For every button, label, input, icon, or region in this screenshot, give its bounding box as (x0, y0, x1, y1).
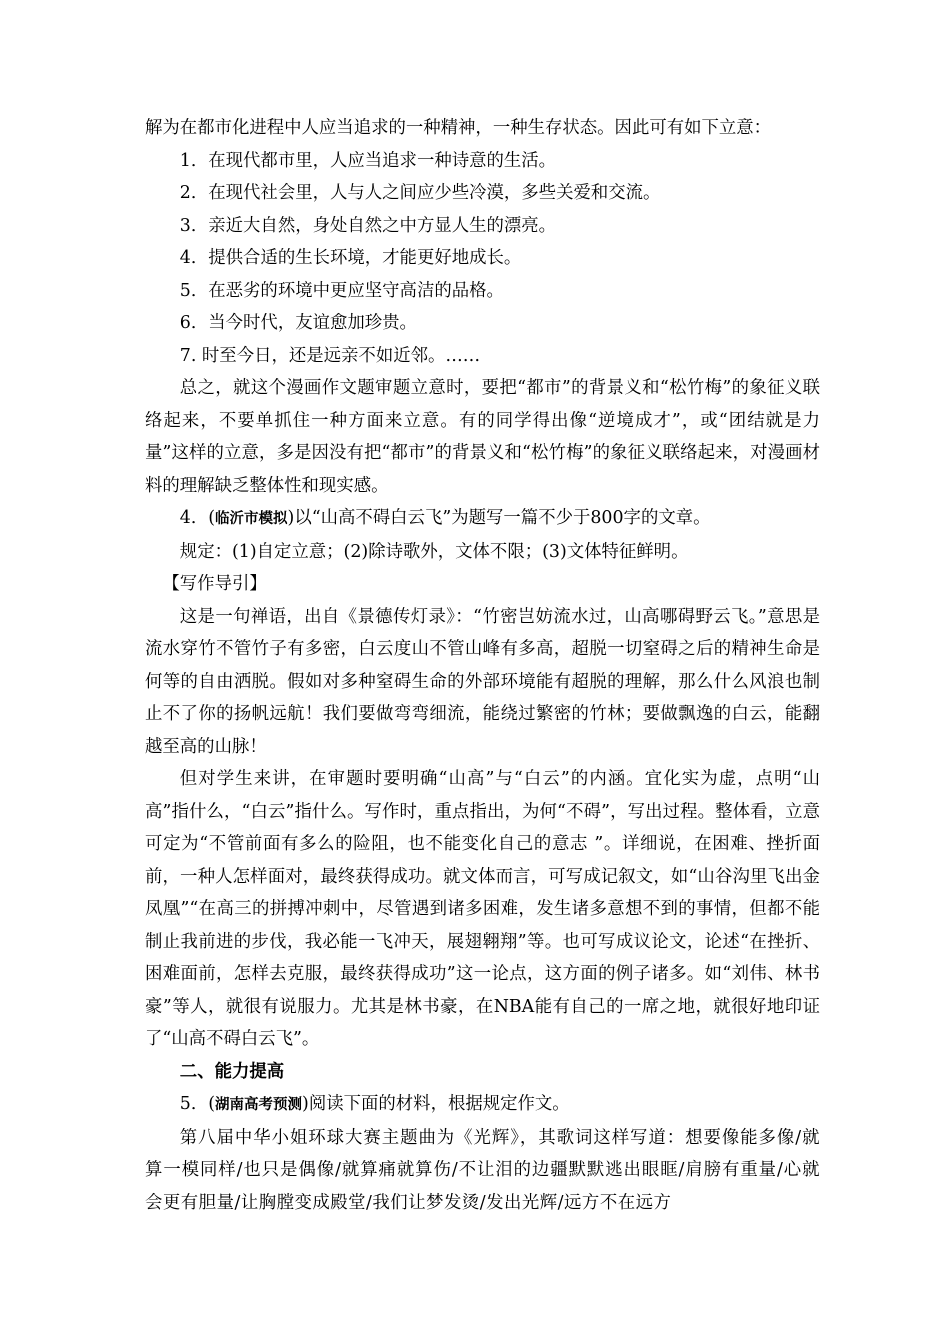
document-page (145, 112, 820, 1219)
list-item: 4．提供合适的生长环境，才能更好地成长。 (179, 248, 522, 268)
list-item: 1．在现代都市里，人应当追求一种诗意的生活。 (179, 150, 557, 171)
question-number: 4．( (179, 508, 216, 528)
question-source: 临沂市模拟 (215, 510, 288, 527)
question-text: )阅读下面的材料，根据规定作文。 (302, 1094, 570, 1114)
list-item: 2．在现代社会里，人与人之间应少些冷漠，多些关爱和交流。 (179, 183, 661, 203)
guide-paragraph-1: 这是一句禅语，出自《景德传灯录》：“竹密岂妨流水过，山高哪碍野云飞。”意思是流水穿竹不管竹子有多密，白云度山不管山峰有多高，超脱一切窒碍之后的精神生命是何等的自由洒脱。假如对多种窒碍生命的外部环境能有超脱的理解，那么什么风浪也制止不了你的扬帆远航！我们要做弯弯细流，能绕过繁密的竹林；要做飘逸的白云，能翻越至高的山脉！ (145, 606, 820, 757)
idea-list (145, 145, 820, 373)
material-paragraph: 第八届中华小姐环球大赛主题曲为《光辉》，其歌词这样写道：想要像能多像/就算一模同样/也只是偶像/就算痛就算伤/不让泪的边疆默默逃出眼眶/肩膀有重量/心就会更有胆量/让胸膛变成殿堂/我们让梦发烫/发出光辉/远方不在远方 (145, 1127, 820, 1213)
list-item: 5．在恶劣的环境中更应坚守高洁的品格。 (179, 280, 504, 301)
question-text: )以“山高不碍白云飞”为题写一篇不少于800字的文章。 (287, 508, 711, 528)
section-heading: 二、能力提高 (179, 1061, 285, 1082)
question-source: 湖南高考预测 (215, 1096, 303, 1113)
question-4 (145, 502, 820, 536)
guide-paragraph-2: 但对学生来讲，在审题时要明确“山高”与“白云”的内涵。宜化实为虚，点明“山高”指什么，“白云”指什么。写作时，重点指出，为何“不碍”，写出过程。整体看，立意可定为“不管前面有多么的险阻，也不能变化自己的意志 ”。详细说，在困难、挫折面前，一种人怎样面对，最终获得成功。就文体而言，可写成记叙文，如“山谷沟里飞出金凤凰”“在高三的拼搏冲刺中，尽管遇到诸多困难，发生诸多意想不到的事情，但都不能制止我前进的步伐，我必能一飞冲天，展翅翱翔”等。也可写成议论文，论述“在挫折、困难面前，怎样去克服，最终获得成功”这一论点，这方面的例子诸多。如“刘伟、林书豪”等人，就很有说服力。尤其是林书豪，在NBA能有自己的一席之地，就很好地印证了“山高不碍白云飞”。 (145, 769, 820, 1049)
list-item: 3．亲近大自然，身处自然之中方显人生的漂亮。 (179, 215, 557, 236)
summary-paragraph: 总之，就这个漫画作文题审题立意时，要把“都市”的背景义和“松竹梅”的象征义联络起来，不要单抓住一种方面来立意。有的同学得出像“逆境成才”，或“团结就是力量”这样的立意，多是因没有把“都市”的背景义和“松竹梅”的象征义联络起来，对漫画材料的理解缺乏整体性和现实感。 (145, 378, 820, 496)
question-5 (145, 1088, 820, 1122)
question-4-rules: 规定：(1)自定立意；(2)除诗歌外，文体不限；(3)文体特征鲜明。 (179, 541, 689, 562)
guide-heading: 【写作导引】 (162, 574, 267, 594)
list-item: 7. 时至今日，还是远亲不如近邻。…… (179, 345, 481, 366)
question-number: 5．( (179, 1094, 216, 1114)
list-item: 6．当今时代，友谊愈加珍贵。 (179, 313, 417, 333)
intro-paragraph: 解为在都市化进程中人应当追求的一种精神，一种生存状态。因此可有如下立意： (145, 118, 772, 138)
